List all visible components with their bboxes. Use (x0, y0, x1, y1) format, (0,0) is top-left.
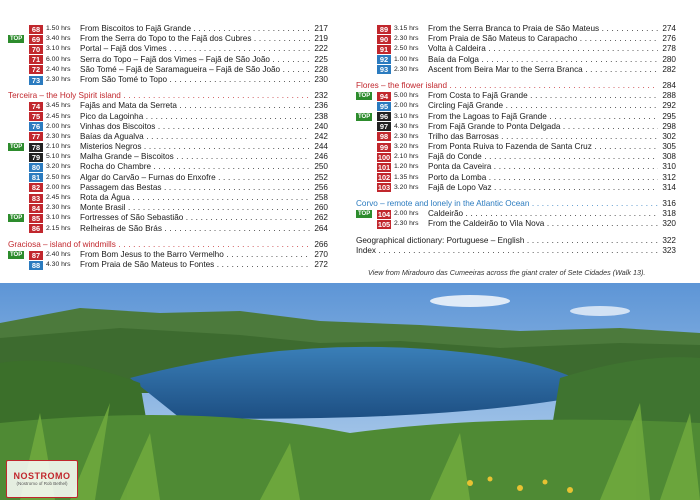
walk-title: From São Tomé to Topo . . . (80, 75, 310, 85)
page-number: 320 (662, 219, 676, 229)
walk-number: 85 (29, 214, 43, 223)
top-badge: TOP (358, 93, 371, 100)
page-number: 222 (314, 44, 328, 54)
walk-number: 92 (377, 55, 391, 64)
walk-entry (356, 173, 676, 183)
walk-title: From the Serra Branca to Praia de São Mateus . . . (428, 24, 658, 34)
page-number: 292 (662, 101, 676, 111)
publisher-logo: NOSTROMO (Nostromo of Rob Bethel) (6, 460, 78, 498)
walk-entry (356, 183, 676, 193)
page-number: 310 (662, 162, 676, 172)
index-entry: Index . . . 323 (356, 246, 676, 256)
walk-duration: 2.10 hrs (46, 143, 71, 151)
walk-title: From Praia de São Mateus to Fontes . . . (80, 260, 310, 270)
page-number: 282 (662, 64, 676, 74)
walk-number: 104 (377, 209, 391, 219)
page-number: 250 (314, 162, 328, 172)
walk-entry (8, 173, 328, 183)
walk-number: 79 (29, 153, 43, 162)
walk-duration: 6.00 hrs (46, 55, 71, 63)
page-number: 308 (662, 152, 676, 162)
walk-duration: 3.10 hrs (46, 45, 71, 53)
walk-duration: 2.40 hrs (46, 65, 71, 73)
walk-number: 72 (29, 65, 43, 74)
walk-number: 84 (29, 204, 43, 213)
page-number: 318 (662, 209, 676, 219)
walk-entry (8, 183, 328, 193)
walk-number: 96 (377, 112, 391, 121)
walk-entry (356, 132, 676, 142)
walk-duration: 3.20 hrs (46, 163, 71, 171)
top-badge: TOP (10, 36, 23, 43)
walk-number: 93 (377, 65, 391, 74)
page-number: 244 (314, 142, 328, 152)
walk-duration: 5.10 hrs (46, 153, 71, 161)
walk-duration: 1.20 hrs (394, 163, 419, 171)
walk-number: 105 (377, 219, 391, 229)
walk-entry (8, 224, 328, 234)
walk-number: 97 (377, 122, 391, 131)
walk-number: 89 (377, 25, 391, 34)
walk-number: 98 (377, 132, 391, 141)
walk-number: 87 (29, 251, 43, 260)
walk-duration: 2.50 hrs (394, 45, 419, 53)
walk-number: 90 (377, 35, 391, 44)
walk-entry (8, 213, 328, 223)
walk-title: From the Serra do Topo to the Fajã dos Cubres . . . (80, 34, 310, 44)
page-number: 274 (662, 24, 676, 33)
walk-title: Relheiras de São Brás . . . (80, 224, 310, 234)
walk-entry (8, 132, 328, 142)
walk-duration: 3.10 hrs (394, 112, 419, 120)
walk-title: From the Caldeirão to Vila Nova . . . (428, 219, 658, 229)
walk-number: 95 (377, 102, 391, 111)
walk-duration: 1.35 hrs (394, 173, 419, 181)
page-number: 276 (662, 34, 676, 44)
walk-number: 86 (29, 224, 43, 233)
walk-entry (356, 44, 676, 54)
walk-number: 103 (377, 183, 391, 193)
walk-entry (8, 152, 328, 162)
photo-caption: View from Miradouro das Cumeeiras across the giant crater of Sete Cidades (Walk 13). (368, 268, 646, 277)
page-number: 252 (314, 172, 328, 182)
walk-entry (8, 44, 328, 54)
walk-number: 99 (377, 143, 391, 152)
page-number: 298 (662, 121, 676, 131)
walk-duration: 4.30 hrs (46, 261, 71, 269)
page-number: 305 (662, 142, 676, 152)
walk-title: Misterios Negros . . . (80, 142, 310, 152)
walk-number: 69 (29, 35, 43, 44)
walk-duration: 3.40 hrs (46, 35, 71, 43)
section-terceira: Terceira – the Holy Spirit island . . . 232 (8, 91, 328, 101)
page-number: 262 (314, 213, 328, 223)
page-number: 225 (314, 54, 328, 64)
page-number: 288 (662, 91, 676, 101)
page-number: 246 (314, 152, 328, 162)
walk-number: 83 (29, 194, 43, 203)
walk-number: 74 (29, 102, 43, 111)
walk-entry (8, 162, 328, 172)
walk-number: 82 (29, 183, 43, 192)
walk-title: Ponta da Caveira . . . (428, 162, 658, 172)
walk-entry (8, 250, 328, 260)
page-number: 264 (314, 223, 328, 233)
walk-number: 100 (377, 152, 391, 162)
walk-entry (8, 203, 328, 213)
walk-duration: 4.30 hrs (394, 122, 419, 130)
page-number: 230 (314, 74, 328, 84)
walk-duration: 2.30 hrs (46, 204, 71, 212)
walk-title: Caldeirão . . . (428, 209, 658, 219)
walk-duration: 3.20 hrs (394, 183, 419, 191)
walk-title: Algar do Carvão – Furnas do Enxofre . . . (80, 173, 310, 183)
walk-duration: 3.15 hrs (394, 25, 419, 32)
walk-duration: 2.50 hrs (46, 173, 71, 181)
walk-number: 101 (377, 163, 391, 173)
walk-title: Trilho das Barrosas . . . (428, 132, 658, 142)
walk-duration: 2.00 hrs (46, 122, 71, 130)
walk-entry (356, 142, 676, 152)
walk-title: Fajã do Conde . . . (428, 152, 658, 162)
walk-title: From Costa to Fajã Grande . . . (428, 91, 658, 101)
walk-number: 73 (29, 76, 43, 85)
walk-number: 71 (29, 55, 43, 64)
page-number: 280 (662, 54, 676, 64)
walk-title: From Ponta Ruiva to Fazenda de Santa Cruz . . . (428, 142, 658, 152)
walk-duration: 2.40 hrs (46, 250, 71, 258)
section-flores: Flores – the flower island . . . 284 (356, 81, 676, 91)
walk-title: Rota da Água . . . (80, 193, 310, 203)
page-number: 217 (314, 24, 328, 33)
toc-right-column (356, 24, 676, 256)
walk-title: Pico da Lagoinha . . . (80, 112, 310, 122)
walk-entry (8, 112, 328, 122)
walk-title: Passagem das Bestas . . . (80, 183, 310, 193)
top-badge: TOP (10, 144, 23, 151)
walk-title: Fajãs and Mata da Serreta . . . (80, 101, 310, 111)
walk-duration: 5.00 hrs (394, 92, 419, 100)
walk-duration: 3.45 hrs (46, 102, 71, 110)
walk-title: São Tomé – Fajã de Saramagueira – Fajã de São João . . . (80, 65, 310, 75)
page-number: 236 (314, 101, 328, 111)
page-number: 272 (314, 260, 328, 270)
walk-entry (356, 219, 676, 229)
page-number: 256 (314, 182, 328, 192)
walk-title: Baía da Folga . . . (428, 55, 658, 65)
walk-duration: 2.15 hrs (46, 224, 71, 232)
walk-title: From Fajã Grande to Ponta Delgada . . . (428, 122, 658, 132)
walk-duration: 2.30 hrs (46, 75, 71, 83)
page-number: 258 (314, 193, 328, 202)
walk-duration: 2.00 hrs (46, 183, 71, 191)
walk-title: Fortresses of São Sebastião . . . (80, 213, 310, 223)
section-corvo: Corvo – remote and lonely in the Atlantic Ocean . . . 316 (356, 199, 676, 209)
walk-title: Malha Grande – Biscoitos . . . (80, 152, 310, 162)
walk-entry (8, 55, 328, 65)
walk-entry (356, 152, 676, 162)
walk-entry (356, 34, 676, 44)
walk-duration: 1.00 hrs (394, 55, 419, 63)
walk-entry (8, 193, 328, 203)
walk-entry (8, 75, 328, 85)
walk-duration: 2.10 hrs (394, 153, 419, 161)
walk-number: 81 (29, 173, 43, 182)
page-number: 278 (662, 44, 676, 54)
section-graciosa: Graciosa – island of windmills . . . 266 (8, 240, 328, 250)
walk-duration: 2.45 hrs (46, 112, 71, 120)
walk-title: From Biscoitos to Fajã Grande . . . (80, 24, 310, 34)
walk-entry (8, 101, 328, 111)
walk-entry (8, 24, 328, 34)
walk-duration: 2.30 hrs (394, 65, 419, 73)
walk-entry (8, 65, 328, 75)
walk-duration: 2.30 hrs (394, 220, 419, 228)
walk-title: Ascent from Beira Mar to the Serra Branca . . . (428, 65, 658, 75)
page-number: 270 (314, 249, 328, 259)
walk-duration: 2.30 hrs (394, 35, 419, 43)
walk-entry (8, 34, 328, 44)
walk-title: From Bom Jesus to the Barro Vermelho . . . (80, 250, 310, 260)
walk-entry (8, 260, 328, 270)
toc-left-column (8, 24, 328, 270)
walk-number: 78 (29, 143, 43, 152)
page-number: 238 (314, 111, 328, 121)
walk-number: 75 (29, 112, 43, 121)
walk-number: 70 (29, 45, 43, 54)
walk-title: From the Lagoas to Fajã Grande . . . (428, 112, 658, 122)
top-badge: TOP (358, 113, 371, 120)
walk-number: 94 (377, 92, 391, 101)
walk-title: Baías da Agualva . . . (80, 132, 310, 142)
page-number: 242 (314, 131, 328, 141)
walk-entry (356, 91, 676, 101)
walk-title: Volta à Caldeira . . . (428, 44, 658, 54)
walk-entry (8, 122, 328, 132)
walk-duration: 2.00 hrs (394, 102, 419, 110)
walk-number: 80 (29, 163, 43, 172)
walk-title: From Praia de São Mateus to Carapacho . . . (428, 34, 658, 44)
walk-title: Rocha do Chambre . . . (80, 162, 310, 172)
walk-title: Portal – Fajã dos Vimes . . . (80, 44, 310, 54)
walk-title: Fajã de Lopo Vaz . . . (428, 183, 658, 193)
walk-duration: 2.30 hrs (46, 132, 71, 140)
walk-duration: 3.20 hrs (394, 143, 419, 151)
walk-duration: 3.10 hrs (46, 214, 71, 222)
page-number: 302 (662, 131, 676, 141)
walk-number: 77 (29, 132, 43, 141)
page-number: 314 (662, 182, 676, 192)
walk-entry (356, 65, 676, 75)
walk-title: Serra do Topo – Fajã dos Vimes – Fajã de São João . . . (80, 55, 310, 65)
walk-number: 102 (377, 173, 391, 183)
walk-title: Circling Fajã Grande . . . (428, 101, 658, 111)
walk-number: 91 (377, 45, 391, 54)
walk-duration: 2.00 hrs (394, 210, 419, 218)
page-number: 260 (314, 203, 328, 213)
walk-title: Monte Brasil . . . (80, 203, 310, 213)
page-number: 295 (662, 111, 676, 121)
walk-number: 68 (29, 25, 43, 34)
walk-number: 76 (29, 122, 43, 131)
walk-title: Porto da Lomba . . . (428, 173, 658, 183)
top-badge: TOP (10, 215, 23, 222)
walk-duration: 1.50 hrs (46, 25, 71, 32)
page-number: 228 (314, 64, 328, 74)
walk-duration: 2.30 hrs (394, 132, 419, 140)
walk-entry (356, 122, 676, 132)
walk-number: 88 (29, 261, 43, 270)
crater-lake-photo (0, 283, 700, 500)
walk-duration: 2.45 hrs (46, 194, 71, 201)
page-number: 240 (314, 121, 328, 131)
top-badge: TOP (358, 211, 371, 218)
page-number: 219 (314, 34, 328, 44)
geographical-dictionary-entry: Geographical dictionary: Portuguese – English . . . 322 (356, 236, 676, 246)
walk-entry (356, 162, 676, 172)
walk-entry (356, 101, 676, 111)
walk-entry (8, 142, 328, 152)
walk-entry (356, 112, 676, 122)
walk-entry (356, 55, 676, 65)
walk-title: Vinhas dos Biscoitos . . . (80, 122, 310, 132)
walk-entry (356, 24, 676, 34)
top-badge: TOP (10, 251, 23, 258)
page-number: 312 (662, 172, 676, 182)
walk-entry (356, 209, 676, 219)
